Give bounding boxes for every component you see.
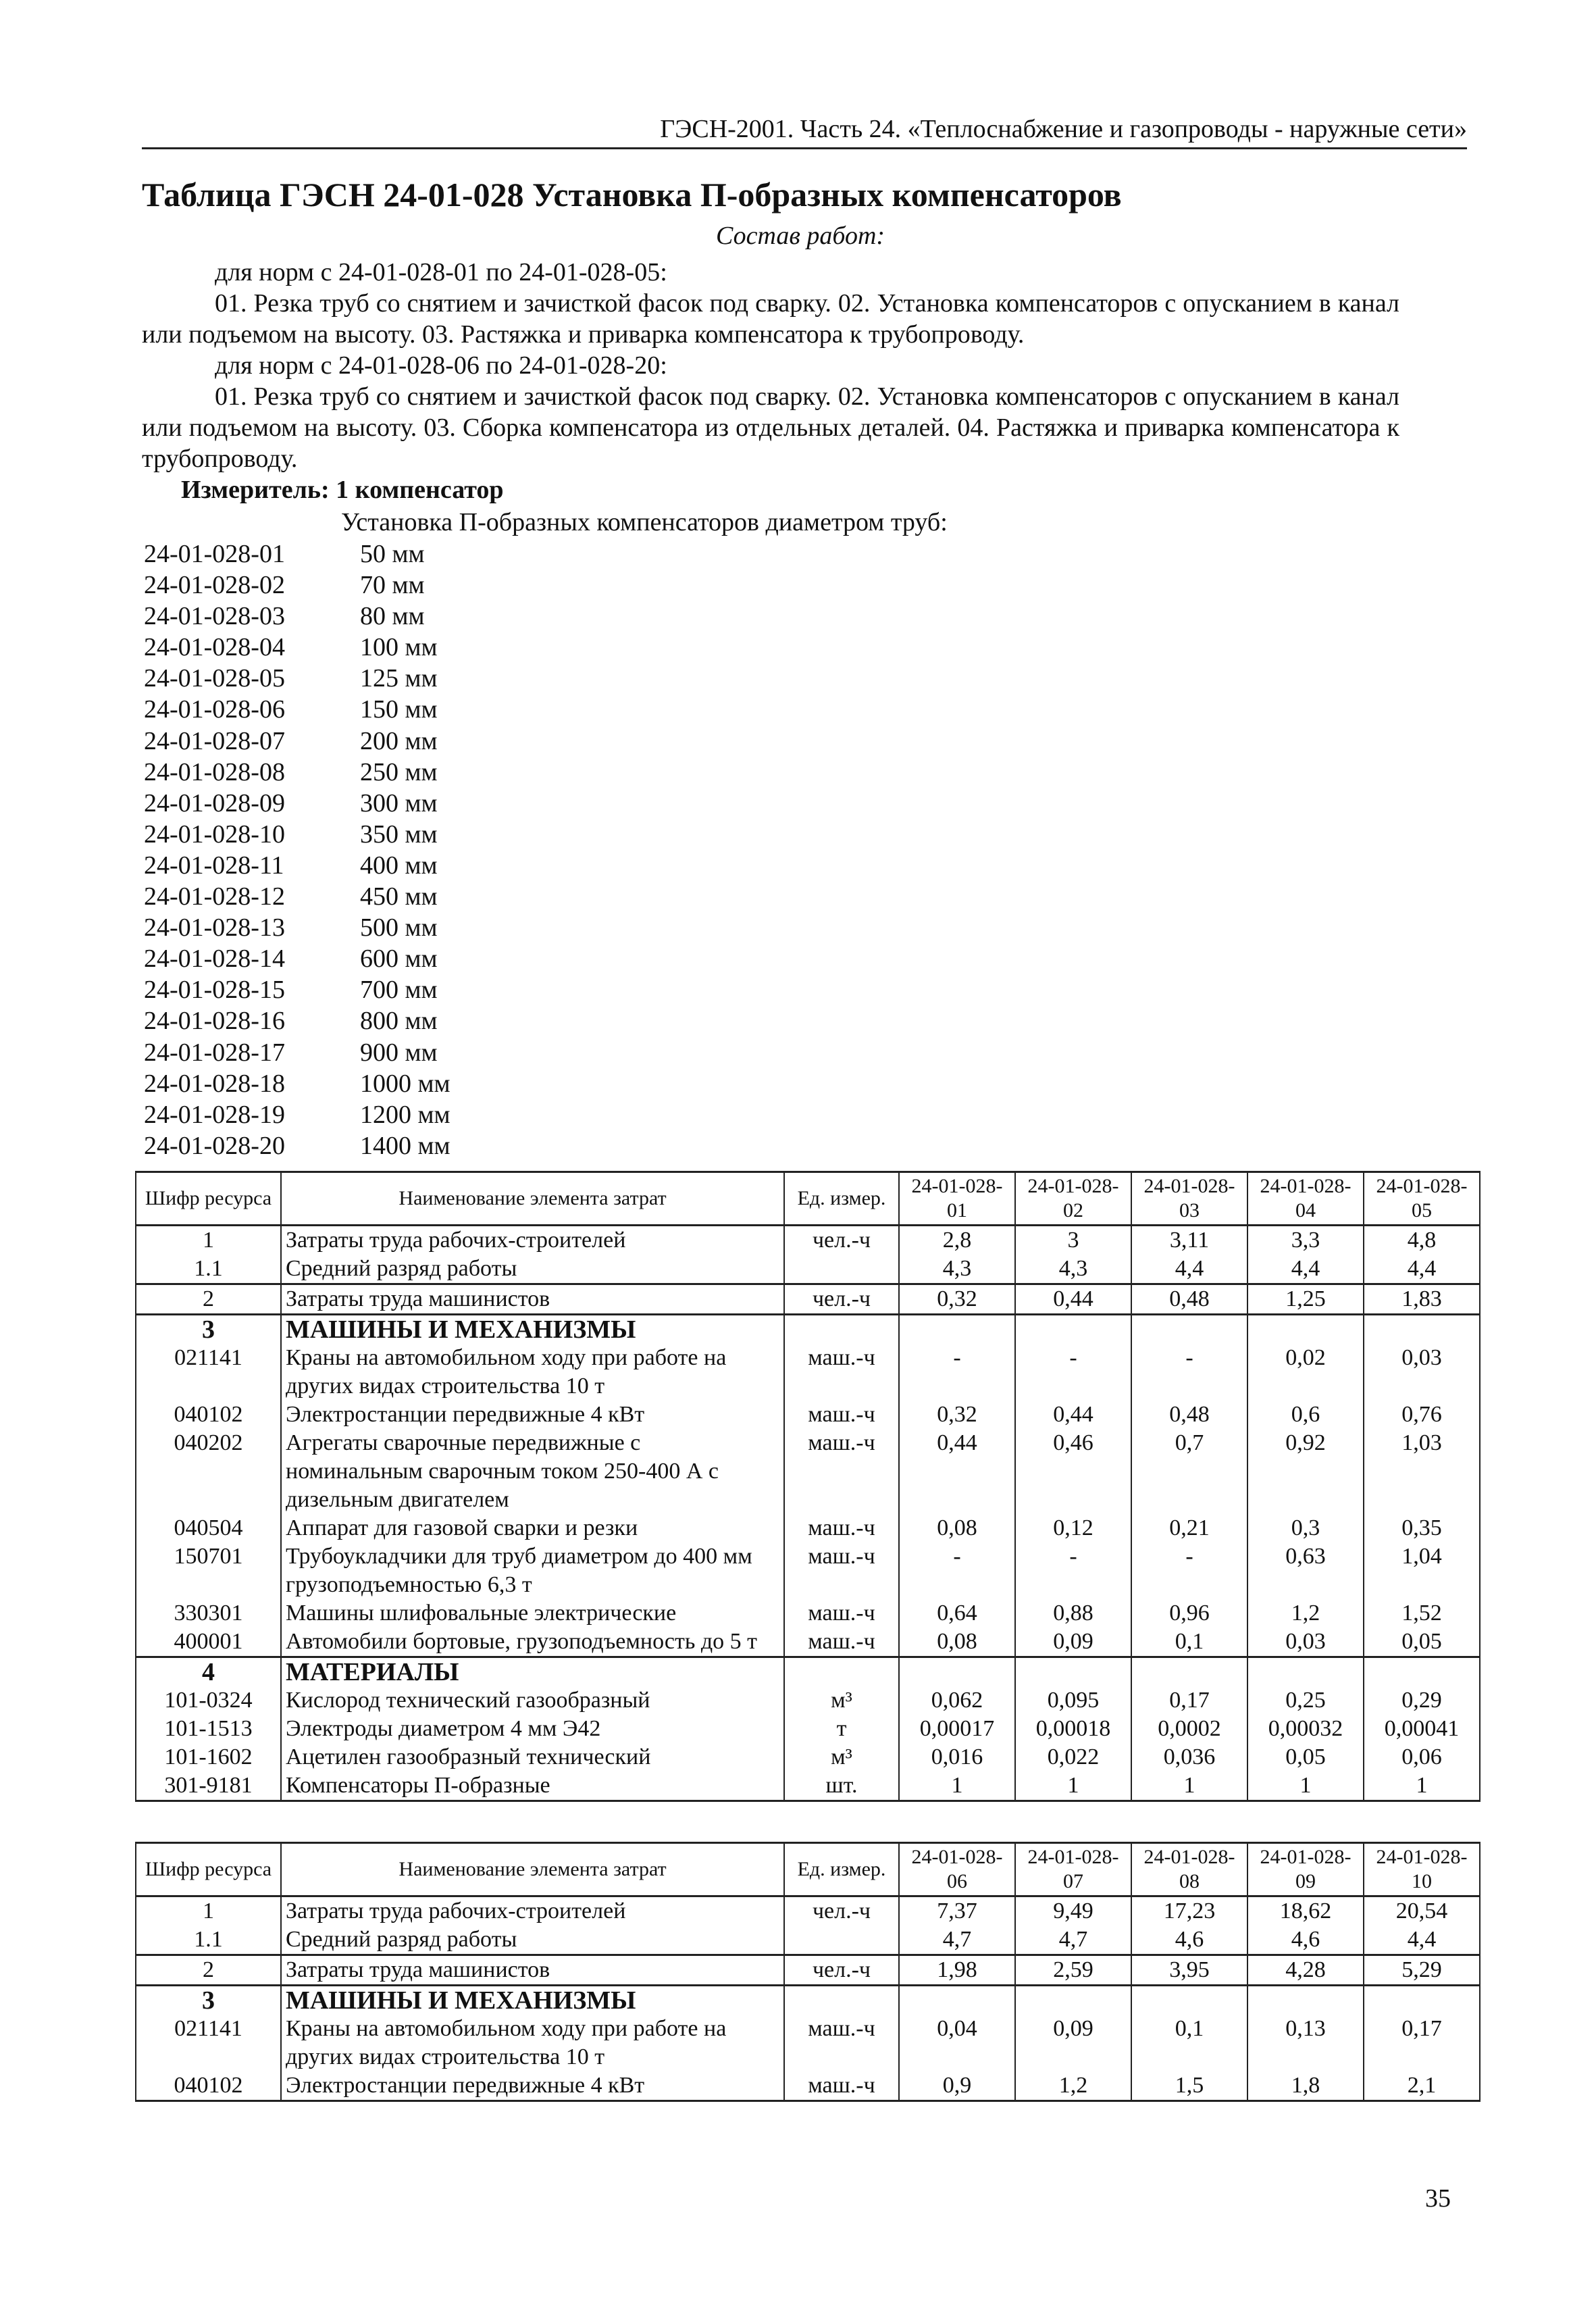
pipe-diameter: 700 мм [360, 976, 438, 1005]
norm-value: 1,5 [1131, 2071, 1247, 2101]
norm-value: 3,95 [1131, 1955, 1247, 1986]
resource-code: 040504 [136, 1514, 281, 1542]
norm-value: 0,3 [1247, 1514, 1364, 1542]
norm-value: 0,016 [899, 1743, 1015, 1771]
norm-value: 4,8 [1364, 1226, 1480, 1255]
resource-code: 040102 [136, 2071, 281, 2101]
norm-value [1364, 1315, 1480, 1344]
norm-value: 0,05 [1247, 1743, 1364, 1771]
norm-value: 1,25 [1247, 1284, 1364, 1315]
pipe-diameter: 125 мм [360, 664, 438, 693]
norm-value: 4,6 [1247, 1926, 1364, 1955]
pipe-diameter: 800 мм [360, 1007, 438, 1036]
norm-value: 5,29 [1364, 1955, 1480, 1986]
norm-code: 24-01-028-03 [144, 602, 285, 631]
pipe-diameter: 100 мм [360, 633, 438, 662]
table-row [136, 1284, 1480, 1315]
cost-element-name: МАШИНЫ И МЕХАНИЗМЫ [281, 1315, 784, 1344]
resource-code: 040102 [136, 1401, 281, 1429]
norm-value: 0,08 [899, 1628, 1015, 1657]
norm-code-row [144, 1005, 451, 1036]
norm-value: 17,23 [1131, 1896, 1247, 1926]
norm-value [1015, 1657, 1131, 1687]
norm-value: 0,1 [1131, 1628, 1247, 1657]
resource-code: 101-1513 [136, 1715, 281, 1743]
norm-value: 1,2 [1247, 1599, 1364, 1628]
norm-value: 0,44 [899, 1429, 1015, 1514]
unit [784, 1926, 899, 1955]
norm-value [1364, 1986, 1480, 2015]
norm-code: 24-01-028-01 [144, 540, 285, 568]
norm-value: 4,4 [1247, 1255, 1364, 1284]
norm-value: 0,062 [899, 1686, 1015, 1715]
pipe-diameter: 450 мм [360, 882, 438, 911]
norm-code: 24-01-028-17 [144, 1038, 285, 1067]
unit: маш.-ч [784, 1429, 899, 1514]
norm-value: 0,02 [1247, 1344, 1364, 1401]
norm-value: 0,04 [899, 2015, 1015, 2071]
norm-code-row [144, 570, 451, 601]
norm-value: 0,48 [1131, 1284, 1247, 1315]
pipe-diameter: 1200 мм [360, 1100, 451, 1129]
norm-value: 0,48 [1131, 1401, 1247, 1429]
pipe-diameter: 350 мм [360, 820, 438, 849]
norm-code: 24-01-028-12 [144, 882, 285, 911]
norm-value: 0,022 [1015, 1743, 1131, 1771]
unit: шт. [784, 1771, 899, 1801]
norm-value [1131, 1657, 1247, 1687]
norm-value: 18,62 [1247, 1896, 1364, 1926]
norm-code-row [144, 663, 451, 694]
norms-range-2: для норм с 24-01-028-06 по 24-01-028-20: [215, 351, 667, 380]
norm-value [1364, 1657, 1480, 1687]
norm-value: 0,00032 [1247, 1715, 1364, 1743]
norm-value: - [1131, 1344, 1247, 1401]
cost-element-name: Кислород технический газообразный [281, 1686, 784, 1715]
header-resource-code: Шифр ресурса [136, 1172, 281, 1226]
header-resource-code: Шифр ресурса [136, 1843, 281, 1896]
table-row [136, 1401, 1480, 1429]
resource-code: 4 [136, 1657, 281, 1687]
unit [784, 1986, 899, 2015]
table-header-row [136, 1172, 1480, 1226]
resource-code: 040202 [136, 1429, 281, 1514]
norm-value: 0,12 [1015, 1514, 1131, 1542]
cost-element-name: Машины шлифовальные электрические [281, 1599, 784, 1628]
norm-value: 0,13 [1247, 2015, 1364, 2071]
unit [784, 1315, 899, 1344]
norm-code: 24-01-028-02 [144, 571, 285, 600]
pipe-diameter: 900 мм [360, 1038, 438, 1067]
norm-code-row [144, 912, 451, 943]
unit: маш.-ч [784, 1628, 899, 1657]
cost-element-name: Трубоукладчики для труб диаметром до 400 мм грузоподъемностью 6,3 т [281, 1542, 784, 1599]
norm-value: 1,03 [1364, 1429, 1480, 1514]
norm-code-row [144, 538, 451, 570]
norm-code: 24-01-028-16 [144, 1007, 285, 1036]
norm-value: 0,92 [1247, 1429, 1364, 1514]
norm-value: 0,25 [1247, 1686, 1364, 1715]
norm-value: 1,2 [1015, 2071, 1131, 2101]
norm-value: 3 [1015, 1226, 1131, 1255]
table-row [136, 1771, 1480, 1801]
cost-element-name: МАТЕРИАЛЫ [281, 1657, 784, 1687]
norm-code: 24-01-028-04 [144, 633, 285, 662]
resource-code: 1 [136, 1226, 281, 1255]
resource-code: 2 [136, 1284, 281, 1315]
norm-value: 0,06 [1364, 1743, 1480, 1771]
unit: чел.-ч [784, 1896, 899, 1926]
table-row [136, 1715, 1480, 1743]
install-caption: Установка П-образных компенсаторов диаметром труб: [341, 508, 948, 536]
norm-value: 0,9 [899, 2071, 1015, 2101]
norm-value: 0,44 [1015, 1284, 1131, 1315]
norm-value: 0,32 [899, 1401, 1015, 1429]
norm-value: 4,7 [899, 1926, 1015, 1955]
norm-value: 0,05 [1364, 1628, 1480, 1657]
norm-value: 0,32 [899, 1284, 1015, 1315]
norm-value [1015, 1986, 1131, 2015]
unit: маш.-ч [784, 2015, 899, 2071]
norm-code-row [144, 1099, 451, 1130]
norm-value: 4,3 [899, 1255, 1015, 1284]
header-cost-element: Наименование элемента затрат [281, 1172, 784, 1226]
norm-value: 0,63 [1247, 1542, 1364, 1599]
pipe-diameter: 600 мм [360, 945, 438, 974]
norm-code-row [144, 726, 451, 757]
unit: чел.-ч [784, 1226, 899, 1255]
norm-value: - [1015, 1344, 1131, 1401]
norms-range-1: для норм с 24-01-028-01 по 24-01-028-05: [215, 258, 667, 286]
norm-value: 1,83 [1364, 1284, 1480, 1315]
norm-code-row [144, 1037, 451, 1068]
norm-value: - [899, 1542, 1015, 1599]
cost-table-2 [135, 1842, 1481, 2102]
header-unit: Ед. измер. [784, 1172, 899, 1226]
norm-value: - [1015, 1542, 1131, 1599]
norm-value: 4,6 [1131, 1926, 1247, 1955]
norm-value: 4,4 [1364, 1926, 1480, 1955]
norm-value: 1,98 [899, 1955, 1015, 1986]
norm-value: 0,1 [1131, 2015, 1247, 2071]
norm-value: 0,88 [1015, 1599, 1131, 1628]
norm-code: 24-01-028-14 [144, 945, 285, 974]
unit: маш.-ч [784, 1514, 899, 1542]
table-row [136, 2015, 1480, 2071]
header-norm-code: 24-01-028-09 [1247, 1843, 1364, 1896]
table-row [136, 2071, 1480, 2101]
resource-code: 1 [136, 1896, 281, 1926]
table-row [136, 1657, 1480, 1687]
cost-element-name: Электроды диаметром 4 мм Э42 [281, 1715, 784, 1743]
norm-value: 1 [1364, 1771, 1480, 1801]
table-row [136, 1686, 1480, 1715]
cost-element-name: Агрегаты сварочные передвижные с номинальным сварочным током 250-400 А с дизельным двигателем [281, 1429, 784, 1514]
unit: маш.-ч [784, 2071, 899, 2101]
header-cost-element: Наименование элемента затрат [281, 1843, 784, 1896]
resource-code: 2 [136, 1955, 281, 1986]
norm-value: 1 [1247, 1771, 1364, 1801]
table-row [136, 1896, 1480, 1926]
norm-value: 0,29 [1364, 1686, 1480, 1715]
header-norm-code: 24-01-028-02 [1015, 1172, 1131, 1226]
norm-value: 3,3 [1247, 1226, 1364, 1255]
norm-value [1247, 1657, 1364, 1687]
cost-element-name: Затраты труда машинистов [281, 1284, 784, 1315]
norm-code: 24-01-028-06 [144, 695, 285, 724]
cost-element-name: Электростанции передвижные 4 кВт [281, 1401, 784, 1429]
unit: чел.-ч [784, 1284, 899, 1315]
norm-code-row [144, 788, 451, 819]
resource-code: 101-1602 [136, 1743, 281, 1771]
resource-code: 021141 [136, 2015, 281, 2071]
composition-label: Состав работ: [716, 222, 885, 250]
norm-value [899, 1986, 1015, 2015]
resource-code: 400001 [136, 1628, 281, 1657]
norm-code: 24-01-028-09 [144, 788, 285, 818]
header-norm-code: 24-01-028-04 [1247, 1172, 1364, 1226]
norm-value: 0,96 [1131, 1599, 1247, 1628]
norm-value: 4,7 [1015, 1926, 1131, 1955]
pipe-diameter: 1000 мм [360, 1069, 451, 1098]
unit: маш.-ч [784, 1542, 899, 1599]
norm-value: 0,7 [1131, 1429, 1247, 1514]
table-row [136, 1226, 1480, 1255]
cost-element-name: Краны на автомобильном ходу при работе на других видах строительства 10 т [281, 1344, 784, 1401]
norm-value: 0,46 [1015, 1429, 1131, 1514]
cost-element-name: Краны на автомобильном ходу при работе на других видах строительства 10 т [281, 2015, 784, 2071]
norm-value: 0,09 [1015, 1628, 1131, 1657]
unit [784, 1657, 899, 1687]
norm-value: 2,1 [1364, 2071, 1480, 2101]
cost-element-name: МАШИНЫ И МЕХАНИЗМЫ [281, 1986, 784, 2015]
norm-code: 24-01-028-05 [144, 664, 285, 693]
norm-value: 1,8 [1247, 2071, 1364, 2101]
norm-code-row [144, 943, 451, 974]
header-norm-code: 24-01-028-06 [899, 1843, 1015, 1896]
norm-code: 24-01-028-13 [144, 913, 285, 942]
norm-value: 4,3 [1015, 1255, 1131, 1284]
norm-value: 0,0002 [1131, 1715, 1247, 1743]
resource-code: 301-9181 [136, 1771, 281, 1801]
norm-value: 4,4 [1364, 1255, 1480, 1284]
pipe-diameter: 1400 мм [360, 1131, 451, 1160]
cost-element-name: Затраты труда машинистов [281, 1955, 784, 1986]
norm-code: 24-01-028-15 [144, 976, 285, 1005]
table-header-row [136, 1843, 1480, 1896]
norm-code-row [144, 881, 451, 912]
norm-value [1247, 1986, 1364, 2015]
norm-code-row [144, 1130, 451, 1161]
pipe-diameter: 200 мм [360, 726, 438, 755]
cost-element-name: Средний разряд работы [281, 1926, 784, 1955]
norm-value: 0,76 [1364, 1401, 1480, 1429]
page-number: 35 [1425, 2184, 1451, 2213]
resource-code: 1.1 [136, 1255, 281, 1284]
norm-value: 0,00018 [1015, 1715, 1131, 1743]
norm-value [1015, 1315, 1131, 1344]
norm-code-row [144, 632, 451, 663]
norm-value: 0,09 [1015, 2015, 1131, 2071]
norm-value: 0,44 [1015, 1401, 1131, 1429]
pipe-diameter: 50 мм [360, 540, 425, 568]
unit: маш.-ч [784, 1344, 899, 1401]
pipe-diameter: 400 мм [360, 851, 438, 880]
pipe-diameter: 500 мм [360, 913, 438, 942]
resource-code: 101-0324 [136, 1686, 281, 1715]
norm-code: 24-01-028-11 [144, 851, 284, 880]
norm-code-row [144, 694, 451, 725]
header-norm-code: 24-01-028-01 [899, 1172, 1015, 1226]
table-row [136, 1743, 1480, 1771]
norm-value: - [1131, 1542, 1247, 1599]
unit [784, 1255, 899, 1284]
resource-code: 3 [136, 1986, 281, 2015]
norm-value: 0,00017 [899, 1715, 1015, 1743]
header-norm-code: 24-01-028-03 [1131, 1172, 1247, 1226]
cost-element-name: Затраты труда рабочих-строителей [281, 1896, 784, 1926]
norm-value: 0,03 [1364, 1344, 1480, 1401]
pipe-diameter: 80 мм [360, 602, 425, 631]
table-row [136, 1986, 1480, 2015]
norm-value: 1,52 [1364, 1599, 1480, 1628]
table-row [136, 1599, 1480, 1628]
norm-value [899, 1315, 1015, 1344]
norm-code: 24-01-028-07 [144, 726, 285, 755]
norm-value [1247, 1315, 1364, 1344]
norm-value: 0,6 [1247, 1401, 1364, 1429]
norm-value: - [899, 1344, 1015, 1401]
norm-value: 0,64 [899, 1599, 1015, 1628]
norm-value: 4,28 [1247, 1955, 1364, 1986]
norm-value: 0,17 [1364, 2015, 1480, 2071]
table-row [136, 1429, 1480, 1514]
norm-value: 2,8 [899, 1226, 1015, 1255]
resource-code: 150701 [136, 1542, 281, 1599]
operations-1: 01. Резка труб со снятием и зачисткой фасок под сварку. 02. Установка компенсаторов с опусканием в канал или подъемом на высоту. 03. Растяжка и приварка компенсатора к трубопроводу. [142, 289, 1399, 349]
running-header: ГЭСН-2001. Часть 24. «Теплоснабжение и газопроводы - наружные сети» [142, 114, 1467, 149]
unit: чел.-ч [784, 1955, 899, 1986]
resource-code: 021141 [136, 1344, 281, 1401]
norm-code: 24-01-028-19 [144, 1100, 285, 1129]
cost-element-name: Автомобили бортовые, грузоподъемность до 5 т [281, 1628, 784, 1657]
norm-value: 0,03 [1247, 1628, 1364, 1657]
norm-value: 4,4 [1131, 1255, 1247, 1284]
cost-table-1 [135, 1171, 1481, 1802]
norm-value: 1 [1015, 1771, 1131, 1801]
norm-code-row [144, 974, 451, 1005]
cost-element-name: Затраты труда рабочих-строителей [281, 1226, 784, 1255]
resource-code: 330301 [136, 1599, 281, 1628]
norm-value: 20,54 [1364, 1896, 1480, 1926]
norm-code: 24-01-028-08 [144, 757, 285, 786]
norm-value: 3,11 [1131, 1226, 1247, 1255]
norm-value: 9,49 [1015, 1896, 1131, 1926]
norm-code-row [144, 757, 451, 788]
table-title: Таблица ГЭСН 24-01-028 Установка П-образных компенсаторов [142, 176, 1122, 213]
operations-2: 01. Резка труб со снятием и зачисткой фасок под сварку. 02. Установка компенсаторов с опусканием в канал или подъемом на высоту. 03. Сборка компенсатора из отдельных деталей. 04. Растяжка и приварка компенсатора к трубопроводу. [142, 382, 1399, 473]
pipe-diameter: 300 мм [360, 788, 438, 818]
table-row [136, 1315, 1480, 1344]
header-norm-code: 24-01-028-08 [1131, 1843, 1247, 1896]
pipe-diameter: 250 мм [360, 757, 438, 786]
norm-code-list [144, 538, 451, 1161]
header-norm-code: 24-01-028-05 [1364, 1172, 1480, 1226]
norm-value: 0,095 [1015, 1686, 1131, 1715]
table-row [136, 1514, 1480, 1542]
cost-element-name: Средний разряд работы [281, 1255, 784, 1284]
header-norm-code: 24-01-028-10 [1364, 1843, 1480, 1896]
resource-code: 3 [136, 1315, 281, 1344]
norm-code-row [144, 601, 451, 632]
unit: маш.-ч [784, 1401, 899, 1429]
cost-element-name: Аппарат для газовой сварки и резки [281, 1514, 784, 1542]
norm-value: 7,37 [899, 1896, 1015, 1926]
cost-element-name: Ацетилен газообразный технический [281, 1743, 784, 1771]
unit: м³ [784, 1743, 899, 1771]
norm-value: 0,21 [1131, 1514, 1247, 1542]
norm-value [1131, 1986, 1247, 2015]
table-row [136, 1344, 1480, 1401]
norm-code: 24-01-028-10 [144, 820, 285, 849]
norm-value [1131, 1315, 1247, 1344]
norm-code-row [144, 819, 451, 850]
norm-value: 1 [899, 1771, 1015, 1801]
unit: м³ [784, 1686, 899, 1715]
norm-value: 0,17 [1131, 1686, 1247, 1715]
cost-element-name: Электростанции передвижные 4 кВт [281, 2071, 784, 2101]
norm-code-row [144, 850, 451, 881]
table-row [136, 1955, 1480, 1986]
header-norm-code: 24-01-028-07 [1015, 1843, 1131, 1896]
resource-code: 1.1 [136, 1926, 281, 1955]
norm-value: 2,59 [1015, 1955, 1131, 1986]
unit: маш.-ч [784, 1599, 899, 1628]
meter-label: Измеритель: 1 компенсатор [181, 476, 504, 504]
norm-code: 24-01-028-20 [144, 1131, 285, 1160]
table-row [136, 1628, 1480, 1657]
header-unit: Ед. измер. [784, 1843, 899, 1896]
norm-value: 0,08 [899, 1514, 1015, 1542]
norm-value: 0,036 [1131, 1743, 1247, 1771]
norm-code: 24-01-028-18 [144, 1069, 285, 1098]
norm-value: 1 [1131, 1771, 1247, 1801]
norm-value: 0,00041 [1364, 1715, 1480, 1743]
norm-value [899, 1657, 1015, 1687]
norm-value: 0,35 [1364, 1514, 1480, 1542]
pipe-diameter: 150 мм [360, 695, 438, 724]
table-row [136, 1542, 1480, 1599]
table-row [136, 1255, 1480, 1284]
table-row [136, 1926, 1480, 1955]
cost-element-name: Компенсаторы П-образные [281, 1771, 784, 1801]
norm-value: 1,04 [1364, 1542, 1480, 1599]
norm-code-row [144, 1068, 451, 1099]
unit: т [784, 1715, 899, 1743]
pipe-diameter: 70 мм [360, 571, 425, 600]
